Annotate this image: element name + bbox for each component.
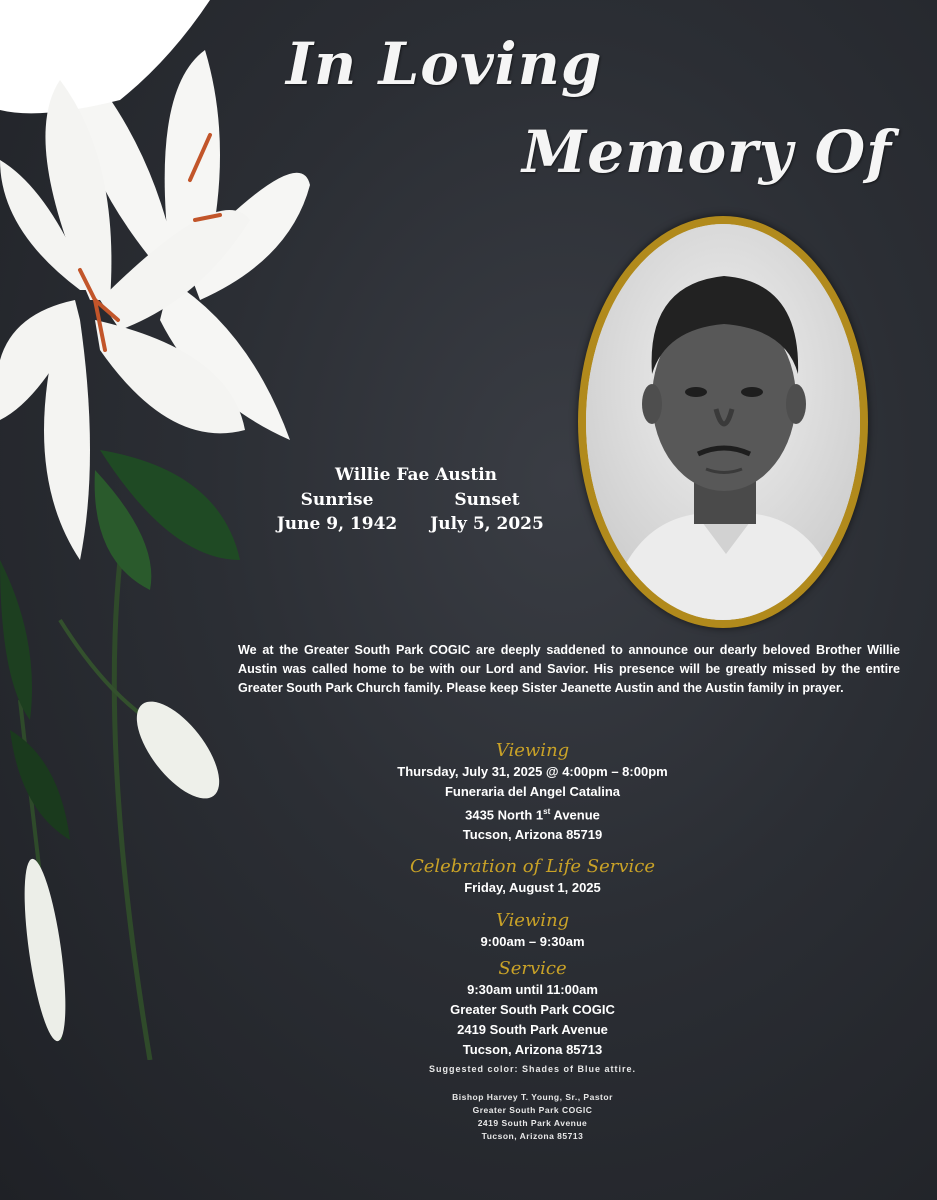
service-city: Tucson, Arizona 85713 [462, 1042, 603, 1057]
viewing-venue: Funeraria del Angel Catalina [444, 784, 621, 799]
sunrise-label: Sunrise [300, 490, 374, 510]
portrait-frame [578, 216, 868, 628]
viewing-street [300, 802, 765, 825]
second-viewing-section [300, 910, 765, 952]
service-street: 2419 South Park Avenue [457, 1022, 608, 1037]
viewing-street-suffix: st [543, 807, 551, 816]
portrait-illustration [586, 224, 860, 620]
viewing-datetime: Thursday, July 31, 2025 @ 4:00pm – 8:00pm [397, 764, 668, 779]
attire-note: Suggested color: Shades of Blue attire. [428, 1064, 637, 1074]
celebration-heading: Celebration of Life Service [409, 856, 656, 877]
viewing-heading: Viewing [495, 740, 570, 761]
service-section [300, 958, 765, 1076]
pastor-city: Tucson, Arizona 85713 [481, 1131, 584, 1141]
second-viewing-heading: Viewing [495, 910, 570, 931]
service-heading: Service [498, 958, 567, 979]
pastor-street: 2419 South Park Avenue [477, 1118, 588, 1128]
pastor-church: Greater South Park COGIC [472, 1105, 593, 1115]
sunset-label: Sunset [454, 490, 520, 510]
viewing-section [300, 740, 765, 845]
heading-memory-of: Memory Of [522, 118, 893, 186]
deceased-name: Willie Fae Austin [334, 465, 498, 485]
pastor-name: Bishop Harvey T. Young, Sr., Pastor [452, 1092, 613, 1102]
death-date: July 5, 2025 [430, 514, 544, 534]
viewing-city: Tucson, Arizona 85719 [462, 827, 603, 843]
pastor-section [300, 1091, 765, 1143]
portrait-photo [586, 224, 860, 620]
announcement-text: We at the Greater South Park COGIC are deeply saddened to announce our dearly beloved Brother Willie Austin was called home to be with our Lord and Savior. His presence will be greatly missed by the entire Greater South Park Church family. Please keep Sister Jeanette Austin and the Austin family in prayer. [238, 643, 900, 695]
name-and-dates [262, 465, 562, 534]
birth-date: June 9, 1942 [276, 514, 398, 534]
viewing-street-rest: Avenue [550, 807, 600, 823]
celebration-section [300, 856, 765, 898]
heading-in-loving: In Loving [286, 30, 603, 98]
service-venue: Greater South Park COGIC [450, 1002, 615, 1017]
viewing-street-number: 3435 North 1 [465, 807, 544, 823]
second-viewing-time: 9:00am – 9:30am [480, 934, 585, 949]
service-time: 9:30am until 11:00am [467, 982, 598, 997]
celebration-date: Friday, August 1, 2025 [464, 880, 601, 895]
